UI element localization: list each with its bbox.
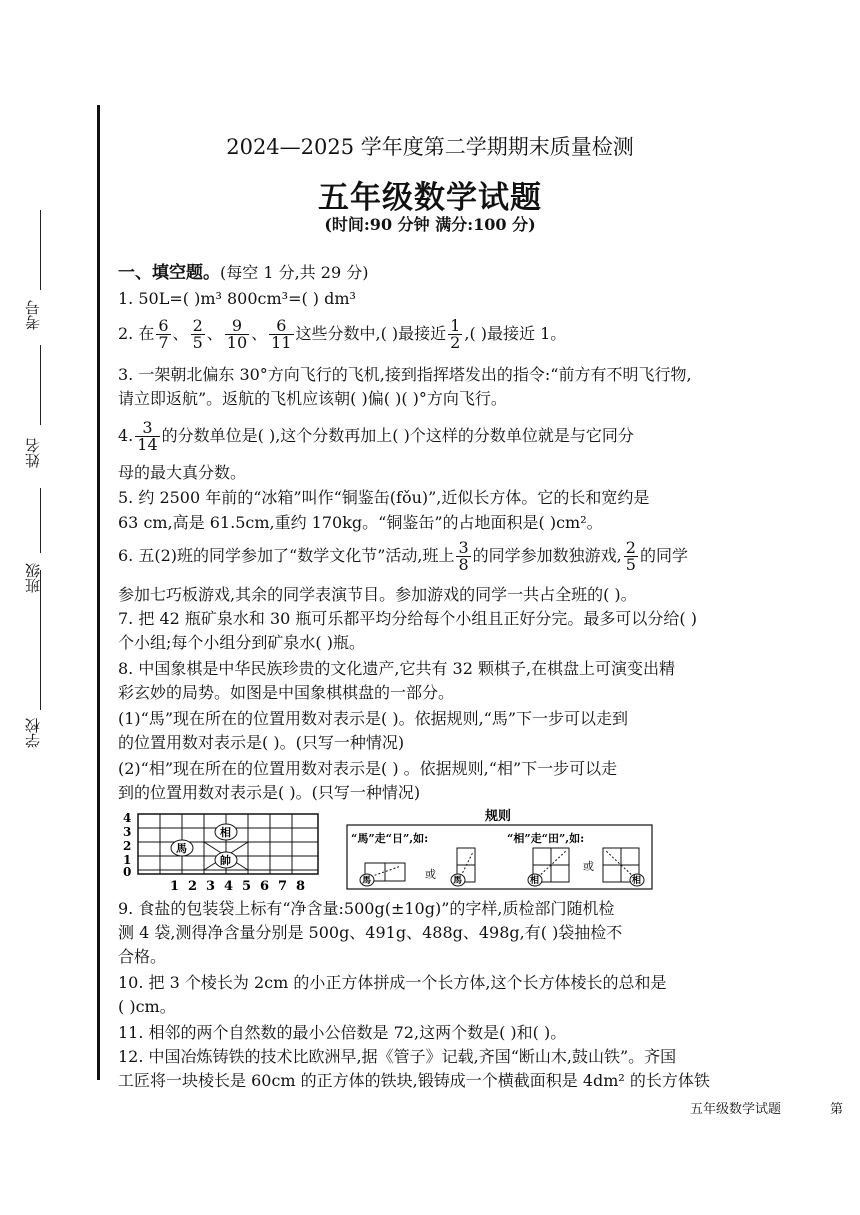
question-8-sub1-line-2: 的位置用数对表示是( )。(只写一种情况) bbox=[118, 733, 405, 752]
rule-xiang-text: “相”走“田”,如: bbox=[507, 832, 585, 845]
board-x-axis-labels bbox=[170, 879, 305, 894]
or-text-2: 或 bbox=[583, 860, 594, 873]
chess-board-svg bbox=[120, 810, 325, 895]
exam-time-info: (时间:90 分钟 满分:100 分) bbox=[324, 215, 536, 234]
x-label-2: 2 bbox=[188, 879, 198, 894]
x-label-3: 3 bbox=[206, 879, 216, 894]
q2-suffix: ,( )最接近 1。 bbox=[464, 324, 567, 343]
question-1: 1. 50L=( )m³ 800cm³=( ) dm³ bbox=[118, 289, 356, 308]
question-8-sub1-line-1: (1)“馬”现在所在的位置用数对表示是( )。依据规则,“馬”下一步可以走到 bbox=[118, 709, 629, 728]
section-title: 一、填空题。 bbox=[118, 263, 220, 283]
svg-text:馬: 馬 bbox=[362, 876, 372, 886]
piece-xiang bbox=[215, 824, 237, 840]
y-label-0: 0 bbox=[123, 865, 132, 879]
side-label-class: 班级 bbox=[24, 563, 42, 593]
side-label-school: 学校 bbox=[24, 718, 42, 748]
question-9-line-3: 合格。 bbox=[118, 947, 167, 966]
rules-figure bbox=[345, 808, 655, 893]
chess-board-figure bbox=[120, 810, 325, 895]
x-label-7: 7 bbox=[278, 879, 288, 894]
question-3-line-1: 3. 一架朝北偏东 30°方向飞行的飞机,接到指挥塔发出的指令:“前方有不明飞行物, bbox=[118, 365, 692, 384]
q2-fraction-half: $\frac{1}{2}$ bbox=[450, 316, 461, 352]
or-text-1: 或 bbox=[425, 868, 436, 881]
x-label-6: 6 bbox=[260, 879, 270, 894]
rule-xiang-pieces-1 bbox=[528, 874, 542, 886]
svg-text:相: 相 bbox=[530, 876, 540, 886]
question-10-line-1: 10. 把 3 个棱长为 2cm 的小正方体拼成一个长方体,这个长方体棱长的总和是 bbox=[118, 973, 667, 992]
svg-text:馬: 馬 bbox=[176, 842, 187, 855]
question-8-line-2: 彩玄妙的局势。如图是中国象棋棋盘的一部分。 bbox=[118, 683, 455, 702]
question-2: 2. 在 $\frac{6}{7}$ 、 $\frac{2}{5}$ 、 $\frac{9}{10}$ 、 $\frac{6}{11}$ 这些分数中,( )最接近 $\frac{1}{2}$ ,( )最接近 1。 bbox=[118, 316, 567, 352]
q4-fraction: $\frac{3}{14}$ bbox=[137, 418, 158, 454]
svg-text:馬: 馬 bbox=[453, 876, 463, 886]
question-5-line-2: 63 cm,高是 61.5cm,重约 170kg。“铜鉴缶”的占地面积是( )cm²。 bbox=[118, 513, 603, 532]
section-heading bbox=[118, 262, 818, 284]
section-note: (每空 1 分,共 29 分) bbox=[220, 263, 369, 282]
question-12-line-1: 12. 中国冶炼铸铁的技术比欧洲早,据《管子》记载,齐国“断山木,鼓山铁”。齐国 bbox=[118, 1047, 677, 1066]
question-6-line-2: 参加七巧板游戏,其余的同学表演节目。参加游戏的同学一共占全班的( )。 bbox=[118, 585, 637, 604]
q6-prefix: 6. 五(2)班的同学参加了“数学文化节”活动,班上 bbox=[118, 546, 455, 565]
q6-fraction-2: $\frac{2}{5}$ bbox=[625, 538, 636, 574]
x-label-5: 5 bbox=[242, 879, 252, 894]
piece-shuai bbox=[215, 852, 237, 868]
q4-prefix: 4. bbox=[118, 426, 134, 445]
question-3-line-2: 请立即返航”。返航的飞机应该朝( )偏( )( )°方向飞行。 bbox=[118, 389, 507, 408]
rules-title: 规则 bbox=[485, 809, 512, 824]
question-4-line-1 bbox=[118, 418, 818, 454]
question-10-line-2: ( )cm。 bbox=[118, 997, 176, 1016]
y-label-2: 2 bbox=[123, 839, 132, 853]
class-blank[interactable] bbox=[40, 488, 41, 553]
q2-fraction-2: $\frac{2}{5}$ bbox=[192, 316, 203, 352]
binding-line bbox=[97, 105, 100, 1080]
q6-middle: 的同学参加数独游戏, bbox=[472, 546, 622, 565]
name-blank[interactable] bbox=[40, 345, 41, 425]
rule-xiang-pieces-2 bbox=[630, 874, 644, 886]
question-8-sub2-line-1: (2)“相”现在所在的位置用数对表示是( ) 。依据规则,“相”下一步可以走 bbox=[118, 759, 618, 778]
question-8-line-1: 8. 中国象棋是中华民族珍贵的文化遗产,它共有 32 颗棋子,在棋盘上可演变出精 bbox=[118, 659, 676, 678]
question-7-line-1: 7. 把 42 瓶矿泉水和 30 瓶可乐都平均分给每个小组且正好分完。最多可以分给( ) bbox=[118, 609, 697, 628]
piece-ma bbox=[171, 840, 193, 856]
question-9-line-1: 9. 食盐的包装袋上标有“净含量:500g(±10g)”的字样,质检部门随机检 bbox=[118, 899, 615, 918]
exam-subtitle: 五年级数学试题 bbox=[318, 180, 542, 216]
question-8-sub2-line-2: 到的位置用数对表示是( )。(只写一种情况) bbox=[118, 783, 421, 802]
svg-text:相: 相 bbox=[632, 876, 642, 886]
question-11: 11. 相邻的两个自然数的最小公倍数是 72,这两个数是( )和( )。 bbox=[118, 1023, 567, 1042]
rule-ma-pieces-1 bbox=[360, 874, 374, 886]
svg-text:帥: 帥 bbox=[220, 854, 231, 867]
board-y-axis-labels bbox=[123, 811, 131, 879]
x-label-1: 1 bbox=[170, 879, 180, 894]
y-label-3: 3 bbox=[123, 825, 132, 839]
footer-page-fragment: 第 bbox=[830, 1102, 844, 1117]
q2-fraction-1: $\frac{6}{7}$ bbox=[158, 316, 169, 352]
side-label-name: 姓名 bbox=[24, 438, 42, 468]
q2-fraction-3: $\frac{9}{10}$ bbox=[226, 316, 248, 352]
question-5-line-1: 5. 约 2500 年前的“冰箱”叫作“铜鉴缶(fǒu)”,近似长方体。它的长和宽约是 bbox=[118, 488, 650, 507]
rule-ma-text: “馬”走“日”,如: bbox=[351, 832, 429, 845]
question-6-line-1 bbox=[118, 538, 818, 574]
q4-text: 的分数单位是( ),这个分数再加上( )个这样的分数单位就是与它同分 bbox=[161, 426, 634, 445]
question-12-line-2: 工匠将一块棱长是 60cm 的正方体的铁块,锻铸成一个横截面积是 4dm² 的长方体铁 bbox=[118, 1071, 710, 1090]
footer-label: 五年级数学试题 bbox=[690, 1102, 782, 1117]
x-label-4: 4 bbox=[224, 879, 234, 894]
y-label-1: 1 bbox=[123, 853, 132, 867]
question-4-line-2: 母的最大真分数。 bbox=[118, 463, 247, 482]
question-9-line-2: 测 4 袋,测得净含量分别是 500g、491g、488g、498g,有( )袋抽检不 bbox=[118, 923, 623, 942]
q2-fraction-4: $\frac{6}{11}$ bbox=[271, 316, 292, 352]
y-label-4: 4 bbox=[123, 811, 132, 825]
q2-prefix: 2. 在 bbox=[118, 324, 155, 343]
svg-text:相: 相 bbox=[220, 826, 231, 839]
exam-title: 2024—2025 学年度第二学期期末质量检测 bbox=[226, 135, 634, 159]
q6-fraction-1: $\frac{3}{8}$ bbox=[458, 538, 469, 574]
q6-suffix: 的同学 bbox=[639, 546, 688, 565]
x-label-8: 8 bbox=[296, 879, 306, 894]
rules-svg bbox=[345, 808, 655, 893]
side-label-id: 考号 bbox=[24, 300, 42, 330]
q2-middle: 这些分数中,( )最接近 bbox=[295, 324, 447, 343]
question-7-line-2: 个小组;每个小组分到矿泉水( )瓶。 bbox=[118, 633, 365, 652]
rule-ma-pieces-2 bbox=[451, 874, 465, 886]
